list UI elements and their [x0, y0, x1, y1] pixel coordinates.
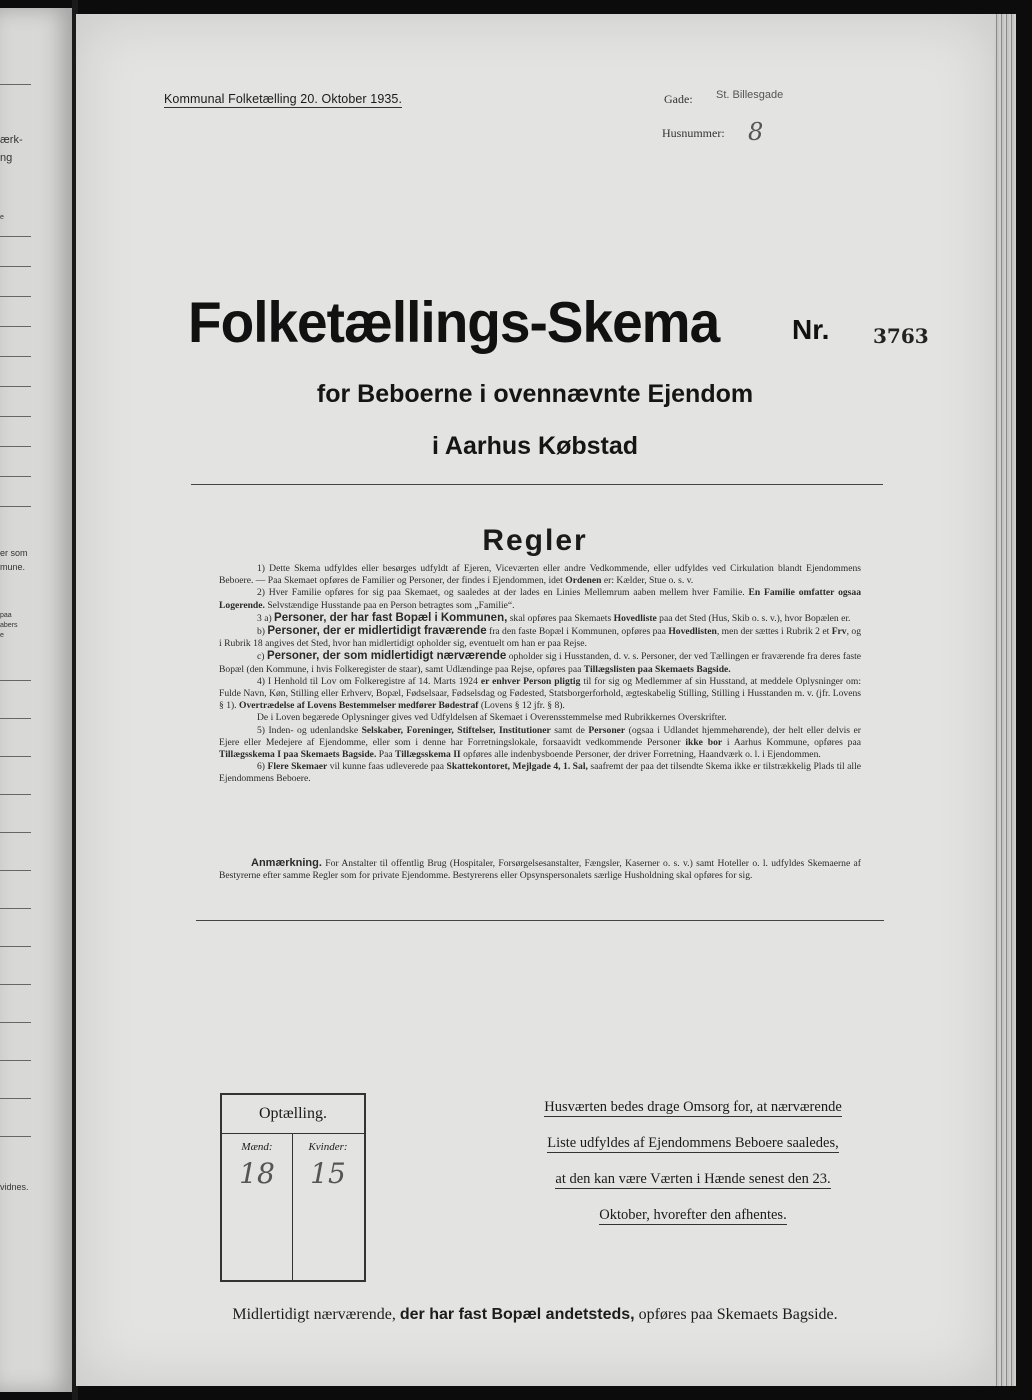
left-page-text: mune.	[0, 562, 26, 572]
remark: Anmærkning. For Anstalter til offentlig Brug (Hospitaler, Forsørgelsesanstalter, Fængsler, Kaserner o. s. v.) samt Hoteller o. l. udfyldes Skemaerne af Bestyrerne efter samme Regler som for private Ejendomme. Bestyrerens eller Opsynspersonalets særlige Husholdning skal opføres for sig.	[219, 857, 861, 882]
rules-heading: Regler	[482, 524, 588, 557]
left-page-rule	[0, 296, 31, 297]
left-page-edge	[0, 8, 72, 1392]
left-page-rule	[0, 506, 31, 507]
left-page-rule	[0, 1022, 31, 1023]
left-page-rule	[0, 266, 31, 267]
left-page-rule	[0, 1060, 31, 1061]
left-page-rule	[0, 326, 31, 327]
census-header-title: Kommunal Folketælling 20. Oktober 1935.	[164, 92, 403, 106]
left-page-rule	[0, 984, 31, 985]
rule-1: 1) Dette Skema udfyldes eller besørges udfyldt af Ejeren, Viceværten eller andre Vedkommende, eller udfyldes ved Cirkulation blandt Ejendommens Beboere. — Paa Skemaet opføres de Familier og Personer, der findes i Ejendommen, idet Ordenen er: Kælder, Stue o. s. v.	[219, 563, 861, 587]
street-value: St. Billesgade	[716, 89, 784, 101]
rule-2: 2) Hver Familie opføres for sig paa Skemaet, og saaledes at der lades en Linies Mellemrum aaben mellem hver Familie. En Familie omfatter ogsaa Logerende. Selvstændige Husstande paa en Person betragtes som „Familie“.	[219, 587, 861, 611]
rule-3c: c) Personer, der som midlertidigt nærværende opholder sig i Husstanden, d. v. s. Personer, der ved Tællingen er fraværende fra deres faste Bopæl (den Kommune, i hvis Folkeregister de staar), samt Udlændinge paa Rejse, opføres paa Tillægslisten paa Skemaets Bagside.	[219, 650, 861, 675]
rule-3a: 3 a) Personer, der har fast Bopæl i Kommunen, skal opføres paa Skemaets Hovedliste paa det Sted (Hus, Skib o. s. v.), hvor Bopælen er.	[257, 611, 851, 624]
page-stack-edge	[994, 14, 1016, 1386]
footer-note: Midlertidigt nærværende, der har fast Bopæl andetsteds, opføres paa Skemaets Bagside.	[232, 1306, 838, 1323]
house-number-value: 8	[748, 118, 764, 146]
left-page-text: vidnes.	[0, 1182, 29, 1192]
count-box-title: Optælling.	[222, 1095, 364, 1134]
count-box	[220, 1093, 366, 1282]
divider	[196, 920, 884, 921]
left-page-text: e	[0, 214, 4, 221]
left-page-rule	[0, 1098, 31, 1099]
left-page-text: ærk-	[0, 134, 23, 146]
notice-line: at den kan være Værten i Hænde senest den 23.	[555, 1171, 831, 1187]
left-page-rule	[0, 908, 31, 909]
form-number-label: Nr.	[792, 314, 830, 345]
left-page-rule	[0, 1136, 31, 1137]
street-label: Gade:	[664, 92, 693, 106]
remark-label: Anmærkning.	[251, 857, 322, 869]
form-subtitle: for Beboerne i ovennævnte Ejendom	[316, 380, 754, 408]
men-label: Mænd:	[241, 1141, 273, 1153]
left-page-rule	[0, 446, 31, 447]
rule-4-note: De i Loven begærede Oplysninger gives ved Udfyldelsen af Skemaet i Overensstemmelse med Rubrikkernes Overskrifter.	[257, 712, 727, 724]
left-page-text: e	[0, 632, 4, 639]
left-page-text: paa	[0, 612, 12, 619]
left-page-text: abers	[0, 622, 18, 629]
left-page-rule	[0, 236, 31, 237]
divider	[191, 484, 883, 485]
left-page-rule	[0, 416, 31, 417]
left-page-rule	[0, 870, 31, 871]
rule-6: 6) Flere Skemaer vil kunne faas udleverede paa Skattekontoret, Mejlgade 4, 1. Sal, saafremt der paa det tilsendte Skema ikke er tilstrækkelig Plads til alle Ejendommens Beboere.	[219, 761, 862, 785]
left-page-rule	[0, 356, 31, 357]
notice-line: Oktober, hvorefter den afhentes.	[599, 1207, 787, 1223]
form-title: Folketællings-Skema	[188, 289, 720, 355]
left-page-text: er som	[0, 548, 28, 558]
left-page-rule	[0, 476, 31, 477]
census-form-page	[76, 14, 994, 1386]
left-page-rule	[0, 832, 31, 833]
left-page-rule	[0, 946, 31, 947]
women-count: 15	[310, 1157, 346, 1190]
left-page-rule	[0, 718, 31, 719]
rules-text	[219, 563, 861, 786]
left-page-rule	[0, 756, 31, 757]
rule-3b: b) Personer, der er midlertidigt fraværende fra den faste Bopæl i Kommunen, opføres paa Hovedlisten, men der sættes i Rubrik 2 et Frv, og i Rubrik 18 angives det Sted, hvor han midlertidigt opholder sig, eventuelt om han er paa Rejse.	[219, 625, 861, 650]
women-label: Kvinder:	[308, 1141, 348, 1153]
notice-line: Liste udfyldes af Ejendommens Beboere saaledes,	[547, 1135, 839, 1151]
left-page-text: ng	[0, 152, 13, 164]
left-page-rule	[0, 680, 31, 681]
men-count: 18	[239, 1157, 275, 1190]
count-box-divider	[292, 1134, 293, 1280]
left-page-rule	[0, 84, 31, 85]
form-number-value: 3763	[873, 324, 929, 348]
rule-5: 5) Inden- og udenlandske Selskaber, Foreninger, Stiftelser, Institutioner samt de Personer (ogsaa i Udlandet hjemmehørende), der helt eller delvis er Ejere eller Medejere af Ejendomme, eller som i denne har Forretningslokale, forsaavidt vedkommende Personer ikke bor i Aarhus Kommune, opføres paa Tillægsskema I paa Skemaets Bagside. Paa Tillægsskema II opføres alle indenbysboende Personer, der driver Forretning, Haandværk o. l. i Ejendommen.	[219, 724, 861, 761]
left-page-rule	[0, 386, 31, 387]
house-number-label: Husnummer:	[662, 126, 725, 140]
rule-4: 4) I Henhold til Lov om Folkeregistre af 14. Marts 1924 er enhver Person pligtig til for sig og Medlemmer af sin Husstand, at meddele Oplysninger om: Fulde Navn, Køn, Stilling eller Erhverv, Bopæl, Fødselsaar, Fødselsdag og Fødested, Statsborgerforhold, ægteskabelig Stilling, Stilling i Husstanden m. v. (jfr. Lovens § 1). Overtrædelse af Lovens Bestemmelser medfører Bødestraf (Lovens § 12 jfr. § 8).	[219, 675, 861, 712]
notice-line: Husværten bedes drage Omsorg for, at nærværende	[544, 1099, 842, 1115]
form-subtitle-town: i Aarhus Købstad	[431, 432, 639, 460]
left-page-rule	[0, 794, 31, 795]
